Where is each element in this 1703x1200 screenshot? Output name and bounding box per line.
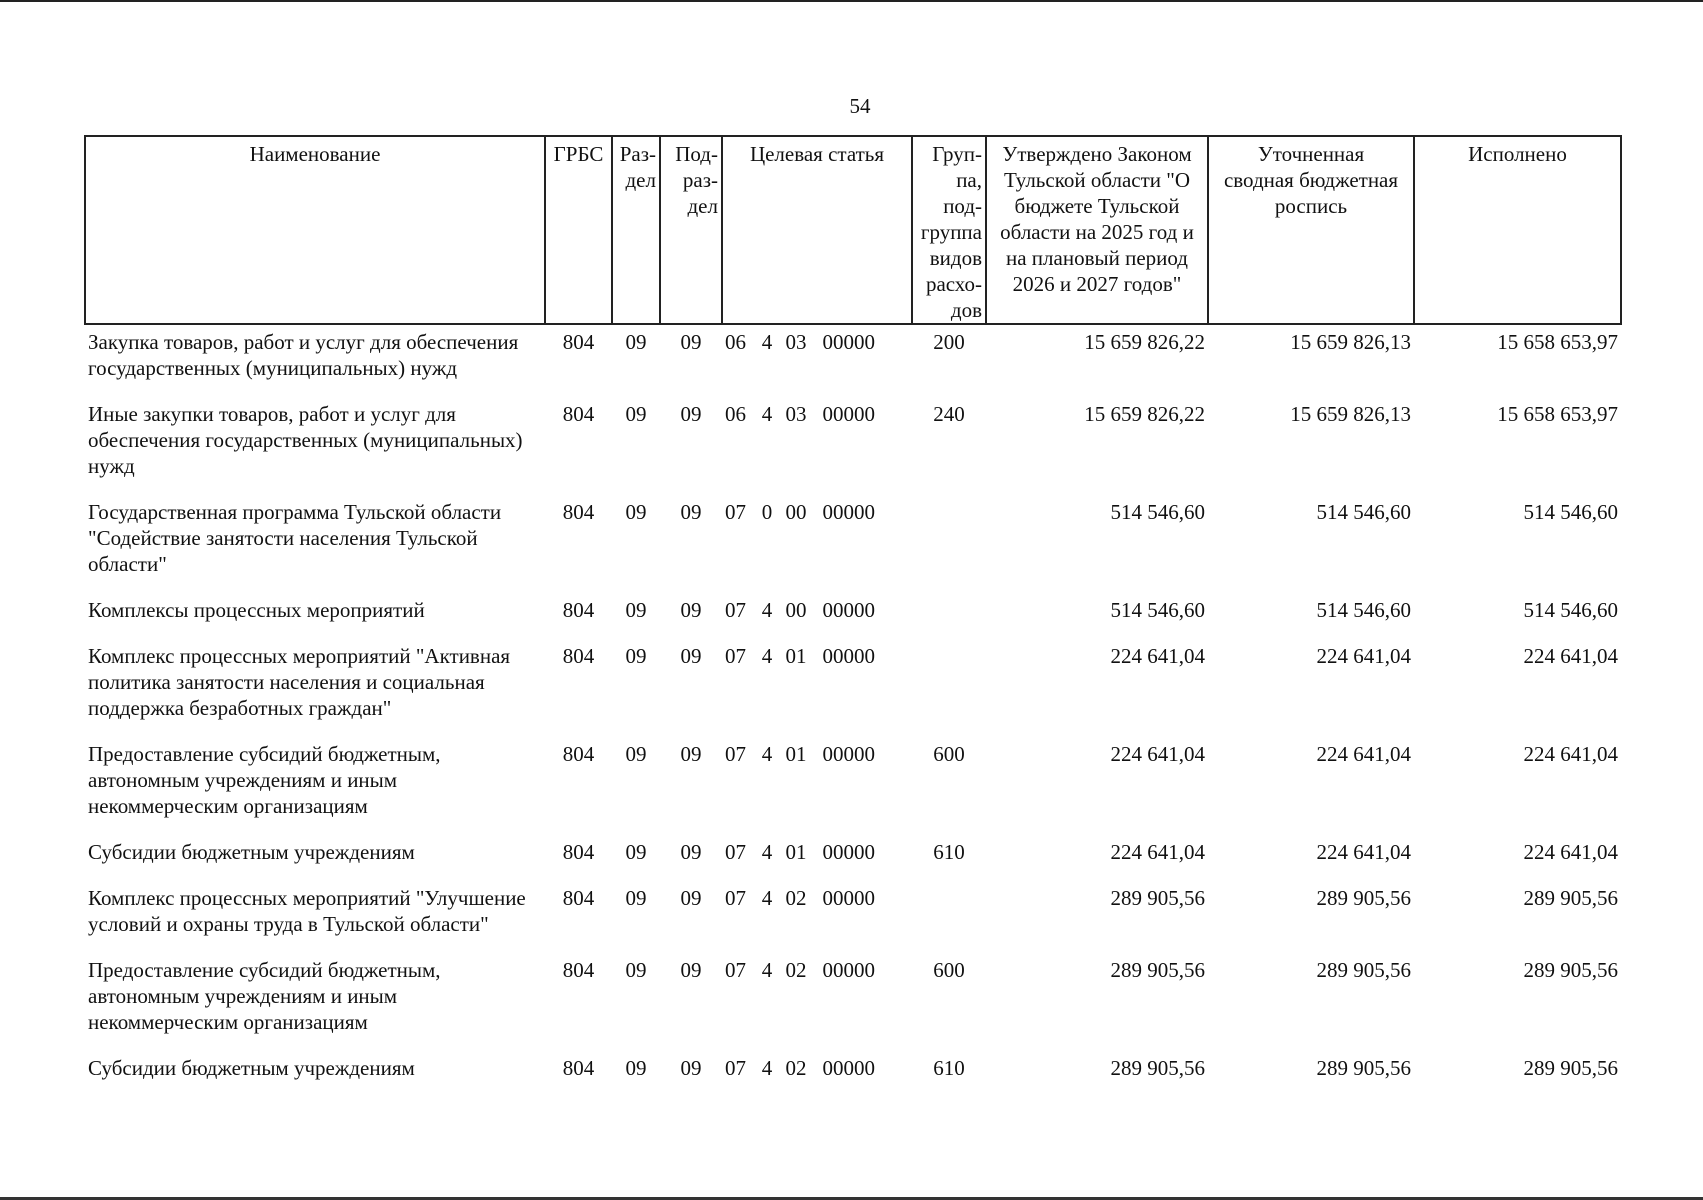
- header-approved: [986, 136, 1208, 324]
- scan-edge-top: [0, 0, 1703, 2]
- header-target: Целевая статья: [722, 136, 912, 324]
- row-name: Субсидии бюджетным учреждениям: [88, 840, 415, 864]
- row-razdel: 09: [625, 840, 647, 864]
- row-target-part: 01: [785, 840, 807, 864]
- header-clarified-line: сводная бюджетная: [1223, 168, 1399, 192]
- row-expense-group: 200: [933, 330, 965, 354]
- row-executed: 289 905,56: [1523, 1056, 1618, 1080]
- row-target-part: 4: [761, 958, 773, 982]
- row-target-part: 4: [761, 886, 773, 910]
- row-target-article: [722, 881, 912, 953]
- row-target-article: [722, 495, 912, 593]
- header-expense-group-line: па,: [956, 168, 982, 192]
- row-expense-group: 240: [933, 402, 965, 426]
- header-expense-group-line: под-: [943, 194, 982, 218]
- header-expense-group-line: группа: [920, 220, 982, 244]
- row-grbs: 804: [562, 598, 595, 622]
- table-row: [85, 495, 1621, 593]
- row-podrazdel: 09: [680, 958, 702, 982]
- row-name: Иные закупки товаров, работ и услуг для обеспечения государственных (муниципальных) нужд: [88, 402, 523, 478]
- header-expense-group: [912, 136, 986, 324]
- row-target-part: 02: [785, 958, 807, 982]
- row-target-part: 06: [725, 402, 746, 426]
- header-approved-line: на плановый период: [1006, 246, 1188, 270]
- row-expense-group: 610: [933, 1056, 965, 1080]
- row-expense-group: [912, 593, 986, 639]
- row-target-part: 00000: [822, 742, 875, 766]
- row-clarified: 224 641,04: [1316, 644, 1411, 668]
- header-expense-group-line: расхо-: [925, 272, 982, 296]
- row-target-part: 00000: [822, 330, 875, 354]
- row-executed: 224 641,04: [1523, 644, 1618, 668]
- header-razdel: [612, 136, 660, 324]
- row-clarified: 289 905,56: [1316, 886, 1411, 910]
- row-razdel: 09: [625, 958, 647, 982]
- header-clarified-line: Уточненная: [1257, 142, 1365, 166]
- row-approved: 224 641,04: [1110, 840, 1205, 864]
- row-podrazdel: 09: [680, 330, 702, 354]
- row-executed: 514 546,60: [1523, 500, 1618, 524]
- row-target-part: 07: [725, 598, 746, 622]
- row-target-part: 00: [785, 598, 807, 622]
- row-target-article: [722, 324, 912, 397]
- header-executed: Исполнено: [1414, 136, 1621, 324]
- row-target-article: [722, 737, 912, 835]
- table-row: [85, 835, 1621, 881]
- row-executed: 514 546,60: [1523, 598, 1618, 622]
- row-target-part: 02: [785, 1056, 807, 1080]
- row-executed: 289 905,56: [1523, 886, 1618, 910]
- row-expense-group: 600: [933, 958, 965, 982]
- row-razdel: 09: [625, 598, 647, 622]
- row-expense-group: [912, 639, 986, 737]
- header-razdel-line: Раз-: [619, 142, 656, 166]
- row-target-part: 00000: [822, 1056, 875, 1080]
- table-row: [85, 737, 1621, 835]
- header-approved-line: Тульской области "О: [1003, 168, 1191, 192]
- page-number: 54: [849, 94, 871, 118]
- row-grbs: 804: [562, 402, 595, 426]
- row-podrazdel: 09: [680, 500, 702, 524]
- row-target-part: 06: [725, 330, 746, 354]
- row-clarified: 15 659 826,13: [1290, 402, 1411, 426]
- header-clarified-line: роспись: [1274, 194, 1348, 218]
- row-razdel: 09: [625, 500, 647, 524]
- row-grbs: 804: [562, 840, 595, 864]
- row-approved: 514 546,60: [1110, 500, 1205, 524]
- header-podrazdel-line: Под-: [675, 142, 718, 166]
- row-grbs: 804: [562, 330, 595, 354]
- row-clarified: 224 641,04: [1316, 840, 1411, 864]
- row-target-part: 4: [761, 1056, 773, 1080]
- header-approved-line: 2026 и 2027 годов": [1012, 272, 1182, 296]
- row-target-part: 07: [725, 958, 746, 982]
- row-target-part: 01: [785, 742, 807, 766]
- row-name: Субсидии бюджетным учреждениям: [88, 1056, 415, 1080]
- header-clarified: [1208, 136, 1414, 324]
- row-target-article: [722, 835, 912, 881]
- row-grbs: 804: [562, 886, 595, 910]
- row-clarified: 514 546,60: [1316, 500, 1411, 524]
- row-executed: 289 905,56: [1523, 958, 1618, 982]
- table-row: [85, 1051, 1621, 1097]
- header-podrazdel: [660, 136, 722, 324]
- row-name: Предоставление субсидий бюджетным, автономным учреждениям и иным некоммерческим организациям: [88, 742, 441, 818]
- row-expense-group: 610: [933, 840, 965, 864]
- row-target-part: 00000: [822, 840, 875, 864]
- row-name: Государственная программа Тульской области "Содействие занятости населения Тульской области": [88, 500, 502, 576]
- row-target-part: 07: [725, 500, 746, 524]
- row-razdel: 09: [625, 742, 647, 766]
- row-target-part: 01: [785, 644, 807, 668]
- row-approved: 514 546,60: [1110, 598, 1205, 622]
- row-clarified: 289 905,56: [1316, 1056, 1411, 1080]
- table-row: [85, 324, 1621, 397]
- row-razdel: 09: [625, 644, 647, 668]
- row-podrazdel: 09: [680, 742, 702, 766]
- row-expense-group: 600: [933, 742, 965, 766]
- row-target-part: 4: [761, 330, 773, 354]
- budget-table: [84, 135, 1622, 1097]
- row-target-part: 03: [785, 402, 807, 426]
- row-podrazdel: 09: [680, 644, 702, 668]
- row-target-part: 4: [761, 644, 773, 668]
- row-expense-group: [912, 495, 986, 593]
- row-target-part: 02: [785, 886, 807, 910]
- row-podrazdel: 09: [680, 598, 702, 622]
- row-clarified: 289 905,56: [1316, 958, 1411, 982]
- row-executed: 15 658 653,97: [1497, 330, 1618, 354]
- row-target-part: 00000: [822, 886, 875, 910]
- table-row: [85, 881, 1621, 953]
- row-target-part: 07: [725, 644, 746, 668]
- row-name: Комплекс процессных мероприятий "Активная политика занятости населения и социальная поддержка безработных граждан": [88, 644, 511, 720]
- row-podrazdel: 09: [680, 402, 702, 426]
- row-clarified: 15 659 826,13: [1290, 330, 1411, 354]
- row-grbs: 804: [562, 742, 595, 766]
- row-target-part: 07: [725, 886, 746, 910]
- header-razdel-line: дел: [625, 168, 656, 192]
- row-razdel: 09: [625, 402, 647, 426]
- row-approved: 15 659 826,22: [1084, 330, 1205, 354]
- row-name: Комплекс процессных мероприятий "Улучшение условий и охраны труда в Тульской области": [88, 886, 526, 936]
- row-target-part: 00000: [822, 500, 875, 524]
- row-target-part: 4: [761, 742, 773, 766]
- row-target-part: 00000: [822, 644, 875, 668]
- row-approved: 15 659 826,22: [1084, 402, 1205, 426]
- row-approved: 224 641,04: [1110, 644, 1205, 668]
- header-expense-group-line: дов: [950, 298, 982, 322]
- table-header-row: [85, 136, 1621, 324]
- row-clarified: 514 546,60: [1316, 598, 1411, 622]
- row-executed: 224 641,04: [1523, 840, 1618, 864]
- header-approved-line: бюджете Тульской: [1014, 194, 1180, 218]
- row-name: Предоставление субсидий бюджетным, автономным учреждениям и иным некоммерческим организациям: [88, 958, 441, 1034]
- row-clarified: 224 641,04: [1316, 742, 1411, 766]
- row-target-part: 07: [725, 840, 746, 864]
- row-approved: 289 905,56: [1110, 886, 1205, 910]
- row-name: Закупка товаров, работ и услуг для обеспечения государственных (муниципальных) нужд: [88, 330, 519, 380]
- header-expense-group-line: Груп-: [932, 142, 982, 166]
- row-executed: 224 641,04: [1523, 742, 1618, 766]
- row-target-part: 00000: [822, 402, 875, 426]
- row-target-article: [722, 639, 912, 737]
- row-executed: 15 658 653,97: [1497, 402, 1618, 426]
- row-target-part: 03: [785, 330, 807, 354]
- row-target-part: 07: [725, 1056, 746, 1080]
- table-row: [85, 397, 1621, 495]
- row-target-article: [722, 953, 912, 1051]
- row-grbs: 804: [562, 1056, 595, 1080]
- row-approved: 224 641,04: [1110, 742, 1205, 766]
- row-razdel: 09: [625, 1056, 647, 1080]
- header-podrazdel-line: дел: [687, 194, 718, 218]
- row-target-part: 4: [761, 840, 773, 864]
- row-expense-group: [912, 881, 986, 953]
- row-approved: 289 905,56: [1110, 1056, 1205, 1080]
- row-podrazdel: 09: [680, 886, 702, 910]
- row-podrazdel: 09: [680, 840, 702, 864]
- table-row: [85, 593, 1621, 639]
- row-approved: 289 905,56: [1110, 958, 1205, 982]
- row-grbs: 804: [562, 958, 595, 982]
- header-name: Наименование: [85, 136, 545, 324]
- row-grbs: 804: [562, 500, 595, 524]
- table-row: [85, 639, 1621, 737]
- header-approved-line: Утверждено Законом: [1002, 142, 1192, 166]
- header-expense-group-line: видов: [929, 246, 982, 270]
- row-target-part: 4: [761, 598, 773, 622]
- row-razdel: 09: [625, 330, 647, 354]
- row-target-part: 0: [761, 500, 773, 524]
- row-target-part: 07: [725, 742, 746, 766]
- row-name: Комплексы процессных мероприятий: [88, 598, 425, 622]
- row-target-part: 00000: [822, 958, 875, 982]
- row-podrazdel: 09: [680, 1056, 702, 1080]
- row-target-part: 4: [761, 402, 773, 426]
- row-grbs: 804: [562, 644, 595, 668]
- row-razdel: 09: [625, 886, 647, 910]
- header-grbs: ГРБС: [545, 136, 612, 324]
- row-target-article: [722, 397, 912, 495]
- header-podrazdel-line: раз-: [682, 168, 718, 192]
- row-target-part: 00: [785, 500, 807, 524]
- table-row: [85, 953, 1621, 1051]
- header-approved-line: области на 2025 год и: [1000, 220, 1194, 244]
- table-body: [85, 324, 1621, 1097]
- row-target-article: [722, 593, 912, 639]
- row-target-article: [722, 1051, 912, 1097]
- row-target-part: 00000: [822, 598, 875, 622]
